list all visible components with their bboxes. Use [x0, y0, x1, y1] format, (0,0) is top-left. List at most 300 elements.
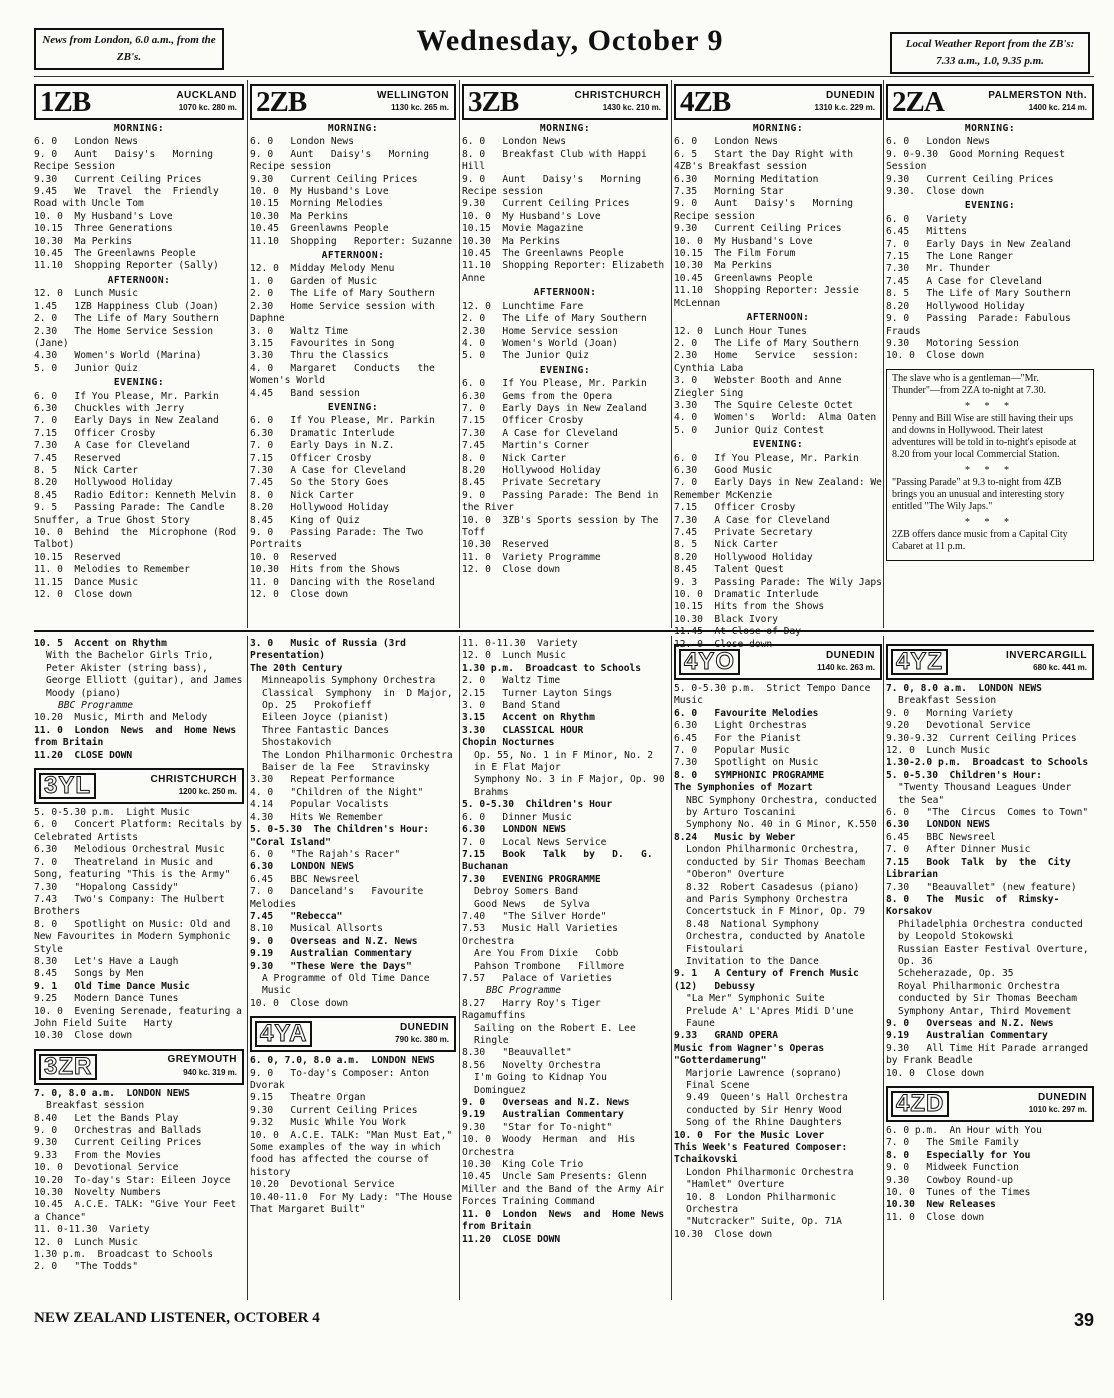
programme-line: Breakfast session: [46, 1100, 145, 1112]
programme-line: 9.45 We Travel the Friendly Road with Uncle Tom: [34, 186, 225, 210]
station-column-3zb: [462, 84, 668, 622]
programme-line: 6. 0 London News: [250, 136, 354, 148]
programme-line: 10.40-11.0 For My Lady: "The House That Margaret Built": [250, 1191, 458, 1216]
programme-line: 10.45 A.C.E. TALK: "Give Your Feet a Chance": [34, 1199, 242, 1223]
programme-line: 11.10 Shopping Reporter: Elizabeth Anne: [462, 260, 670, 284]
programme-line: 10.30 King Cole Trio: [462, 1159, 584, 1171]
programme-line: 6.30 Morning Meditation: [674, 173, 819, 185]
section-heading: EVENING:: [113, 377, 165, 389]
section-heading: EVENING:: [752, 439, 804, 451]
programme-line: 10.20 Music, Mirth and Melody: [34, 712, 208, 724]
programme-line: 10.45 Greenlawns People: [250, 223, 389, 235]
programme-line: 9.30 Current Ceiling Prices: [250, 1104, 418, 1116]
column-rule: [671, 636, 672, 1300]
programme-line: 4. 0 "Children of the Night": [250, 786, 424, 798]
programme-line: BBC Programme: [58, 700, 134, 712]
column-rule: [883, 636, 884, 1300]
note-stars: * * *: [965, 516, 1015, 528]
programme-line: 9.33 GRAND OPERA: [674, 1030, 778, 1042]
programme-line: Song of the Rhine Daughters: [686, 1117, 842, 1129]
programme-line: 8. 0 SYMPHONIC PROGRAMME: [674, 769, 825, 781]
commercial-notes-box: [886, 369, 1094, 561]
programme-line: 9.30 Current Ceiling Prices: [250, 173, 418, 185]
programme-line: 6.45 For the Pianist: [674, 732, 802, 744]
station-frequency: 1140 kc. 263 m.: [817, 663, 875, 672]
programme-line: 1.45 1ZB Happiness Club (Joan): [34, 300, 219, 312]
programme-line: 9.30 Cowboy Round-up: [886, 1174, 1014, 1186]
programme-line: 5. 0-5.30 p.m. Light Music: [34, 807, 190, 819]
programme-line: 7.30 Spotlight on Music: [674, 757, 819, 769]
section-heading: AFTERNOON:: [746, 312, 810, 324]
programme-line: Chopin Nocturnes: [462, 737, 555, 749]
programme-line: 10. 0 A.C.E. TALK: "Man Must Eat," Some examples of the way in which food has affected the course of history: [250, 1129, 458, 1178]
programme-line: 10.30 Ma Perkins: [250, 210, 349, 222]
programme-line: 9.30 "Star for To-night": [462, 1121, 613, 1133]
station-2za-list: [886, 84, 1094, 363]
programme-line: 12. 0 Close down: [250, 589, 349, 601]
programme-line: 8.45 Radio Editor: Kenneth Melvin: [34, 489, 237, 501]
programme-line: 6. 0 If You Please, Mr. Parkin: [462, 378, 647, 390]
station-banner-2zb: [250, 84, 456, 120]
section-heading: MORNING:: [327, 123, 379, 134]
programme-line: 7. 0 Theatreland in Music and Song, featuring "This is the Army": [34, 856, 231, 881]
station-column-2zb: [250, 84, 456, 622]
section-heading: AFTERNOON:: [321, 250, 385, 262]
programme-line: 9. 0 Overseas and N.Z. News: [886, 1017, 1054, 1029]
station-details: [315, 1022, 454, 1047]
programme-line: 9. 1 Old Time Dance Music: [34, 980, 190, 992]
programme-line: 10. 0 Close down: [250, 997, 349, 1009]
programme-line: Scheherazade, Op. 35: [898, 968, 1014, 980]
programme-line: 10. 0 Close down: [886, 350, 985, 362]
column-4yo: [674, 638, 882, 1298]
programme-line: 6. 0 Dinner Music: [462, 811, 572, 823]
programme-line: 2. 0 The Life of Mary Southern: [462, 313, 647, 325]
programme-line: Concertstuck in F Minor, Op. 79: [686, 906, 866, 918]
column-rule: [883, 80, 884, 628]
programme-line: 10. 0 3ZB's Sports session by The Toff: [462, 514, 665, 538]
programme-line: 9. 1 A Century of French Music (12) Debussy: [674, 968, 865, 992]
section-divider: [34, 630, 1094, 632]
programme-line: Prelude A' L'Apres Midi D'une Faune: [686, 1005, 860, 1029]
programme-line: 2.15 Turner Layton Sings: [462, 687, 613, 699]
column-rule: [459, 80, 460, 628]
programme-line: 10.45 The Greenlawns People: [34, 248, 196, 260]
programme-line: 10.15 The Film Forum: [674, 248, 796, 260]
station-frequency: 1310 k.c. 229 m.: [814, 103, 875, 112]
programme-line: 12. 0 Lunch Music: [34, 288, 138, 300]
programme-line: 8. 0 Breakfast Club with Happi Hill: [462, 148, 653, 173]
programme-line: "Twenty Thousand Leagues Under the Sea": [898, 782, 1078, 806]
programme-line: 9.30 Current Ceiling Prices: [886, 173, 1054, 185]
programme-line: 3.30 The Squire Celeste Octet: [674, 399, 854, 411]
programme-line: 2.30 Home Service session: Cynthia Laba: [674, 350, 865, 374]
programme-line: 3.15 Accent on Rhythm: [462, 712, 595, 724]
station-callsign: 3YL: [39, 773, 96, 799]
programme-line: 10. 0 Devotional Service: [34, 1162, 179, 1174]
programme-line: 8.20 Hollywood Holiday: [250, 502, 389, 514]
programme-line: 8. 0 Spotlight on Music: Old and New Favourites in Modern Symphonic Style: [34, 918, 237, 955]
station-banner-3zr: [34, 1049, 244, 1085]
station-details: [100, 1054, 242, 1079]
programme-line: 9. 0 Overseas and N.Z. News: [462, 1097, 630, 1109]
programme-line: 8.20 Hollywood Holiday: [674, 551, 813, 563]
station-details: [743, 650, 880, 675]
station-callsign: 3ZR: [39, 1054, 97, 1080]
station-details: [310, 86, 454, 118]
station-city: DUNEDIN: [399, 1021, 449, 1033]
station-banner-4zd: [886, 1086, 1094, 1122]
programme-line: 7.30 "Hopalong Cassidy": [34, 881, 179, 893]
programme-line: 7.15 Officer Crosby: [34, 427, 156, 439]
programme-line: 4. 0 Women's World: Alma Oaten: [674, 412, 877, 424]
programme-line: 7. 0, 8.0 a.m. LONDON NEWS: [34, 1087, 190, 1099]
note-2zb-dance-music: 2ZB offers dance music from a Capital City Cabaret at 11 p.m.: [892, 528, 1068, 552]
note-passing-parade: "Passing Parade" at 9.3 to-night from 4ZB brings you an unusual and interesting story entitled "The Wily Japs.": [892, 476, 1065, 512]
programme-line: 10.30 Black Ivory: [674, 613, 778, 625]
programme-line: 9. 0 Passing Parade: The Two Portraits: [250, 527, 430, 551]
programme-line: 6. 0 "The Rajah's Racer": [250, 848, 401, 860]
programme-line: 1. 0 Garden of Music: [250, 275, 378, 287]
programme-line: 9.30 Current Ceiling Prices: [674, 223, 842, 235]
programme-line: 6. 0 London News: [34, 136, 138, 148]
programme-line: 9.30 Current Ceiling Prices: [34, 173, 202, 185]
programme-line: The London Philharmonic Orchestra: [262, 749, 453, 761]
station-frequency: 1010 kc. 297 m.: [1028, 1105, 1087, 1114]
station-frequency: 1130 kc. 265 m.: [391, 103, 449, 112]
programme-line: 12. 0 Close down: [34, 589, 133, 601]
programme-line: Invitation to the Dance: [686, 955, 819, 967]
station-city: DUNEDIN: [1037, 1091, 1087, 1103]
programme-line: 6. 0 If You Please, Mr. Parkin: [674, 452, 859, 464]
programme-line: 10. 0 Reserved: [250, 551, 337, 563]
programme-line: 9.30 Motoring Session: [886, 337, 1019, 349]
programme-line: 9.30 All Time Hit Parade arranged by Frank Beadle: [886, 1042, 1094, 1067]
programme-line: 5. 0-5.30 Children's Hour: [462, 799, 613, 811]
programme-line: Are You From Dixie Cobb: [474, 948, 619, 960]
programme-line: 10. 0 My Husband's Love: [250, 186, 389, 198]
programme-line: 3.30 CLASSICAL HOUR: [462, 724, 584, 736]
programme-line: 7. 0, 8.0 a.m. LONDON NEWS: [886, 683, 1042, 694]
station-frequency: 790 kc. 380 m.: [395, 1035, 449, 1045]
programme-line: 8.45 Songs by Men: [34, 968, 144, 980]
programme-line: 8. 0 Nick Carter: [462, 452, 566, 464]
programme-line: 9.15 Theatre Organ: [250, 1092, 366, 1104]
programme-line: 10.30 Novelty Numbers: [34, 1187, 162, 1199]
programme-line: Eileen Joyce (pianist): [262, 712, 390, 724]
station-city: GREYMOUTH: [167, 1054, 237, 1066]
programme-line: 7. 0 The Smile Family: [886, 1137, 1019, 1149]
programme-line: Philadelphia Orchestra conducted by Leopold Stokowski: [898, 918, 1089, 943]
programme-line: 7. 0 Early Days in N.Z.: [250, 440, 395, 452]
programme-line: 7.43 Two's Company: The Hulbert Brothers: [34, 893, 231, 918]
programme-line: London Philharmonic Orchestra, conducted by Sir Thomas Beecham: [686, 844, 866, 868]
section-heading: EVENING:: [964, 200, 1016, 212]
programme-line: 7.45 Martin's Corner: [462, 440, 590, 452]
programme-line: 6. 0 Concert Platform: Recitals by Celebrated Artists: [34, 819, 248, 843]
station-banner-3yl: [34, 768, 244, 804]
programme-line: 11. 0 London News and Home News from Britain: [34, 724, 242, 749]
note-hollywood-holiday: Penny and Bill Wise are still having their ups and downs in Hollywood. Their latest adventures will be told in to-night's episode at 8.20 from your local Commercial Station.: [892, 412, 1077, 460]
programme-line: 12. 0 Lunch Music: [886, 745, 990, 757]
programme-line: 9.32 Music While You Work: [250, 1117, 406, 1129]
column-4ya-continued: [462, 638, 682, 1298]
programme-line: 10.15 Movie Magazine: [462, 223, 584, 235]
programme-line: 7.30 A Case for Cleveland: [674, 514, 830, 526]
programme-line: 5. 0-5.30 Children's Hour:: [886, 769, 1042, 781]
programme-line: 12. 0 Close down: [674, 638, 773, 650]
programme-line: 11.10 Shopping Reporter: Jessie McLennan: [674, 285, 865, 309]
station-banner-4yo: [674, 644, 882, 680]
programme-line: 9. 0-9.30 Good Morning Request Session: [886, 148, 1071, 173]
programme-line: 8.20 Hollywood Holiday: [34, 477, 173, 489]
programme-line: 9.19 Australian Commentary: [250, 948, 412, 960]
section-heading: MORNING:: [113, 123, 165, 134]
station-banner-4yz: [886, 644, 1094, 680]
programme-line: 11. 0-11.30 Variety: [462, 638, 578, 649]
programme-line: 7. 0 Early Days in New Zealand: [34, 415, 219, 427]
programme-line: 8.30 "Beauvallet": [462, 1047, 572, 1059]
programme-line: 11. 0-11.30 Variety: [34, 1224, 150, 1236]
programme-line: 10.30 Reserved: [462, 539, 549, 551]
station-banner-4zb: [674, 84, 882, 120]
programme-line: 10.30 Ma Perkins: [34, 235, 133, 247]
programme-line: 6. 0, 7.0, 8.0 a.m. LONDON NEWS: [250, 1055, 435, 1067]
section-heading: EVENING:: [327, 401, 379, 413]
programme-line: 10.15 Reserved: [34, 551, 121, 563]
programme-line: The 20th Century: [250, 662, 343, 674]
programme-line: 10.30 New Releases: [886, 1199, 996, 1211]
programme-line: 6. 0 Variety: [886, 213, 967, 225]
programme-line: 6.30 LONDON NEWS: [250, 861, 354, 873]
station-city: WELLINGTON: [376, 89, 449, 101]
london-news-note: News from London, 6.0 a.m., from the ZB's.: [34, 28, 224, 70]
station-callsign: 3ZB: [468, 86, 519, 118]
station-column-4zb: [674, 84, 888, 650]
station-details: [94, 86, 242, 118]
station-city: INVERCARGILL: [1006, 649, 1087, 661]
section-heading: AFTERNOON:: [533, 287, 597, 299]
programme-line: 6. 0 Favourite Melodies: [674, 707, 819, 719]
programme-line: 6.30 LONDON NEWS: [886, 819, 990, 831]
programme-line: 8.48 National Symphony Orchestra, conducted by Anatole Fistoulari: [686, 918, 871, 955]
programme-line: 5. 0-5.30 p.m. Strict Tempo Dance Music: [674, 683, 877, 707]
programme-line: 8.45 King of Quiz: [250, 514, 360, 526]
column-4yz-4zd: [886, 638, 1094, 1298]
publication-title: NEW ZEALAND LISTENER, OCTOBER 4: [34, 1310, 320, 1326]
programme-line: 8.45 Private Secretary: [462, 477, 601, 489]
programme-line: 8.20 Hollywood Holiday: [462, 464, 601, 476]
programme-line: NBC Symphony Orchestra, conducted by Arturo Toscanini: [686, 794, 883, 819]
programme-line: 10.15 Three Generations: [34, 223, 173, 235]
programme-line: 3. 0 Webster Booth and Anne Ziegler Sing: [674, 375, 848, 399]
programme-line: 5. 0 Junior Quiz: [34, 362, 138, 374]
programme-line: 8. 5 The Life of Mary Southern: [886, 288, 1071, 300]
programme-line: 9.30 Current Ceiling Prices: [462, 198, 630, 210]
programme-line: 5. 0-5.30 The Children's Hour: "Coral Island": [250, 824, 435, 848]
programme-line: Pahson Trombone Fillmore: [474, 960, 625, 972]
programme-line: 7.15 Officer Crosby: [462, 415, 584, 427]
programme-line: 10. 0 Close down: [886, 1067, 985, 1079]
programme-line: 7.15 Officer Crosby: [250, 452, 372, 464]
programme-line: 5. 0 Junior Quiz Contest: [674, 424, 825, 436]
programme-line: 8.24 Music by Weber: [674, 831, 796, 843]
page-footer: [34, 1310, 1094, 1330]
programme-line: 11.20 CLOSE DOWN: [462, 1233, 561, 1245]
programme-line: 9. 0 Aunt Daisy's Morning Recipe Session: [34, 148, 219, 173]
programme-line: 6. 0 "The Circus Comes to Town": [886, 807, 1089, 819]
programme-line: 6. 0 London News: [886, 136, 990, 148]
programme-line: 10. 0 My Husband's Love: [34, 210, 173, 222]
section-heading: MORNING:: [539, 123, 591, 134]
programme-line: 11.45 At Close of Day: [674, 626, 802, 638]
programme-line: 2. 0 "The Todds": [34, 1261, 138, 1273]
programme-line: 7. 0 Danceland's Favourite Melodies: [250, 886, 430, 910]
programme-line: 6.30 Dramatic Interlude: [250, 427, 395, 439]
programme-line: 10. 0 My Husband's Love: [462, 210, 601, 222]
station-callsign: 4ZD: [891, 1091, 949, 1117]
programme-line: Symphony Antar, Third Movement: [898, 1005, 1072, 1017]
programme-line: 9.30 Current Ceiling Prices: [34, 1137, 202, 1149]
column-4ya: [250, 638, 459, 1298]
programme-line: 9. 0 Aunt Daisy's Morning Recipe session: [462, 173, 647, 198]
programme-line: 9.30-9.32 Current Ceiling Prices: [886, 732, 1077, 744]
programme-line: 6. 0 p.m. An Hour with You: [886, 1125, 1042, 1136]
programme-line: 7.57 Palace of Varieties: [462, 972, 613, 984]
programme-line: 1.30 p.m. Broadcast to Schools: [34, 1249, 214, 1261]
station-banner-2za: [886, 84, 1094, 120]
programme-line: 10.20 Devotional Service: [250, 1179, 395, 1191]
programme-line: 2. 0 The Life of Mary Southern: [34, 313, 219, 325]
station-details: [952, 1092, 1092, 1117]
station-details: [734, 86, 880, 118]
programme-line: Good News de Sylva: [474, 898, 590, 910]
programme-line: 12. 0 Lunch Hour Tunes: [674, 325, 807, 337]
section-heading: MORNING:: [964, 123, 1016, 134]
station-callsign: 1ZB: [40, 86, 91, 118]
programme-line: 11. 0 Dancing with the Roseland: [250, 576, 435, 588]
note-stars: * * *: [965, 400, 1015, 412]
programme-line: 11.15 Dance Music: [34, 576, 138, 588]
programme-line: "Oberon" Overture: [686, 869, 785, 881]
page-number: 39: [1073, 1310, 1094, 1330]
station-city: CHRISTCHURCH: [574, 89, 661, 101]
station-frequency: 1400 kc. 214 m.: [1028, 103, 1087, 112]
programme-line: 7.15 Book Talk by the City Librarian: [886, 856, 1077, 881]
station-callsign: 2ZA: [892, 86, 944, 118]
programme-line: 12. 0 Lunch Music: [462, 650, 566, 662]
programme-line: 10.20 To-day's Star: Eileen Joyce: [34, 1174, 231, 1186]
programme-line: 12. 0 Lunchtime Fare: [462, 300, 584, 312]
programme-line: 8. 0 Nick Carter: [250, 489, 354, 501]
programme-line: 10. 0 Woody Herman and His Orchestra: [462, 1134, 642, 1158]
programme-line: 7.30 "Beauvallet" (new feature): [886, 881, 1077, 893]
weather-report-note: Local Weather Report from the ZB's: 7.33 a.m., 1.0, 9.35 p.m.: [890, 32, 1090, 74]
programme-line: 9. 0 Orchestras and Ballads: [34, 1125, 202, 1136]
programme-line: 2.30 The Home Service Session (Jane): [34, 325, 219, 349]
programme-line: 6.45 BBC Newsreel: [250, 873, 360, 885]
programme-line: 3. 0 Music of Russia (3rd Presentation): [250, 638, 412, 662]
programme-line: 7.45 A Case for Cleveland: [886, 275, 1042, 287]
programme-line: Royal Philharmonic Orchestra conducted by Sir Thomas Beecham: [898, 980, 1078, 1005]
station-details: [951, 650, 1092, 675]
programme-line: 12. 0 Midday Melody Menu: [250, 263, 395, 275]
programme-line: 6. 0 London News: [462, 136, 566, 148]
programme-line: 7. 0 Popular Music: [674, 745, 790, 757]
programme-line: Three Fantastic Dances Shostakovich: [262, 724, 407, 749]
programme-line: 2. 0 Waltz Time: [462, 675, 561, 687]
programme-line: 3.30 Thru the Classics: [250, 350, 389, 362]
programme-line: Russian Easter Festival Overture, Op. 36: [898, 943, 1095, 967]
programme-line: 7. 0 Early Days in New Zealand: We Remember McKenzie: [674, 477, 888, 501]
programme-line: 2. 0 The Life of Mary Southern: [674, 337, 859, 349]
programme-line: 4. 0 Women's World (Joan): [462, 337, 618, 349]
programme-line: 6.45 BBC Newsreel: [886, 831, 996, 843]
station-column-1zb: [34, 84, 244, 622]
programme-line: 7.45 "Rebecca": [250, 910, 343, 922]
programme-line: 6. 0 London News: [674, 136, 778, 148]
programme-line: 5. 0 The Junior Quiz: [462, 350, 590, 362]
programme-line: With the Bachelor Girls Trio, Peter Akister (string bass), George Elliott (guitar), and James Moody (piano): [46, 650, 249, 699]
programme-line: 7.15 Officer Crosby: [674, 502, 796, 514]
programme-line: BBC Programme: [486, 985, 562, 997]
programme-line: 7.30 A Case for Cleveland: [250, 464, 406, 476]
programme-line: 9. 0 Morning Variety: [886, 707, 1014, 719]
programme-line: 3. 0 Band Stand: [462, 700, 561, 712]
programme-line: 8.56 Novelty Orchestra: [462, 1059, 601, 1071]
station-frequency: 1070 kc. 280 m.: [178, 103, 237, 112]
programme-line: 10.15 Hits from the Shows: [674, 601, 825, 613]
programme-line: 6. 5 Start the Day Right with 4ZB's Breakfast session: [674, 148, 859, 173]
station-city: AUCKLAND: [176, 89, 237, 101]
programme-line: 7. 0 After Dinner Music: [886, 844, 1031, 856]
programme-line: 6.30 Light Orchestras: [674, 720, 807, 732]
programme-line: 7.35 Morning Star: [674, 186, 784, 198]
programme-line: Breakfast Session: [898, 695, 997, 707]
station-callsign: 4YO: [679, 649, 740, 675]
programme-line: 9.30. Close down: [886, 186, 985, 198]
station-callsign: 2ZB: [256, 86, 307, 118]
programme-line: 10. 0 Behind the Microphone (Rod Talbot): [34, 527, 242, 551]
programme-line: 10.30 Ma Perkins: [674, 260, 773, 272]
station-callsign: 4ZB: [680, 86, 731, 118]
programme-line: 8. 5 Nick Carter: [674, 539, 778, 551]
page-title: Wednesday, October 9: [416, 24, 724, 57]
programme-line: 11. 0 Variety Programme: [462, 551, 601, 563]
programme-line: 7.40 "The Silver Horde": [462, 910, 607, 922]
programme-line: 10.30 Ma Perkins: [462, 235, 561, 247]
programme-line: 11. 0 Close down: [886, 1211, 985, 1223]
programme-line: 8.32 Robert Casadesus (piano) and Paris Symphony Orchestra: [686, 881, 866, 905]
programme-line: Debroy Somers Band: [474, 886, 578, 898]
programme-line: 9. 0 Overseas and N.Z. News: [250, 935, 418, 947]
programme-line: 8.20 Hollywood Holiday: [886, 300, 1025, 312]
station-city: DUNEDIN: [825, 649, 875, 661]
programme-line: 11.10 Shopping Reporter: Suzanne: [250, 235, 453, 247]
programme-line: 9.25 Modern Dance Tunes: [34, 993, 179, 1005]
station-details: [99, 774, 242, 799]
programme-line: Final Scene: [686, 1080, 750, 1091]
programme-line: 10. 8 London Philharmonic Orchestra: [686, 1191, 842, 1216]
programme-line: 1.30-2.0 p.m. Broadcast to Schools: [886, 757, 1089, 769]
column-rule: [247, 80, 248, 628]
programme-line: 6.30 Melodious Orchestral Music: [34, 844, 225, 856]
programme-line: 4.30 Women's World (Marina): [34, 350, 202, 362]
programme-line: Sailing on the Robert E. Lee Ringle: [474, 1022, 654, 1046]
programme-line: 7.45 Private Secretary: [674, 527, 813, 538]
programme-line: 9.30 "These Were the Days": [250, 960, 412, 972]
column-rule: [459, 636, 460, 1300]
